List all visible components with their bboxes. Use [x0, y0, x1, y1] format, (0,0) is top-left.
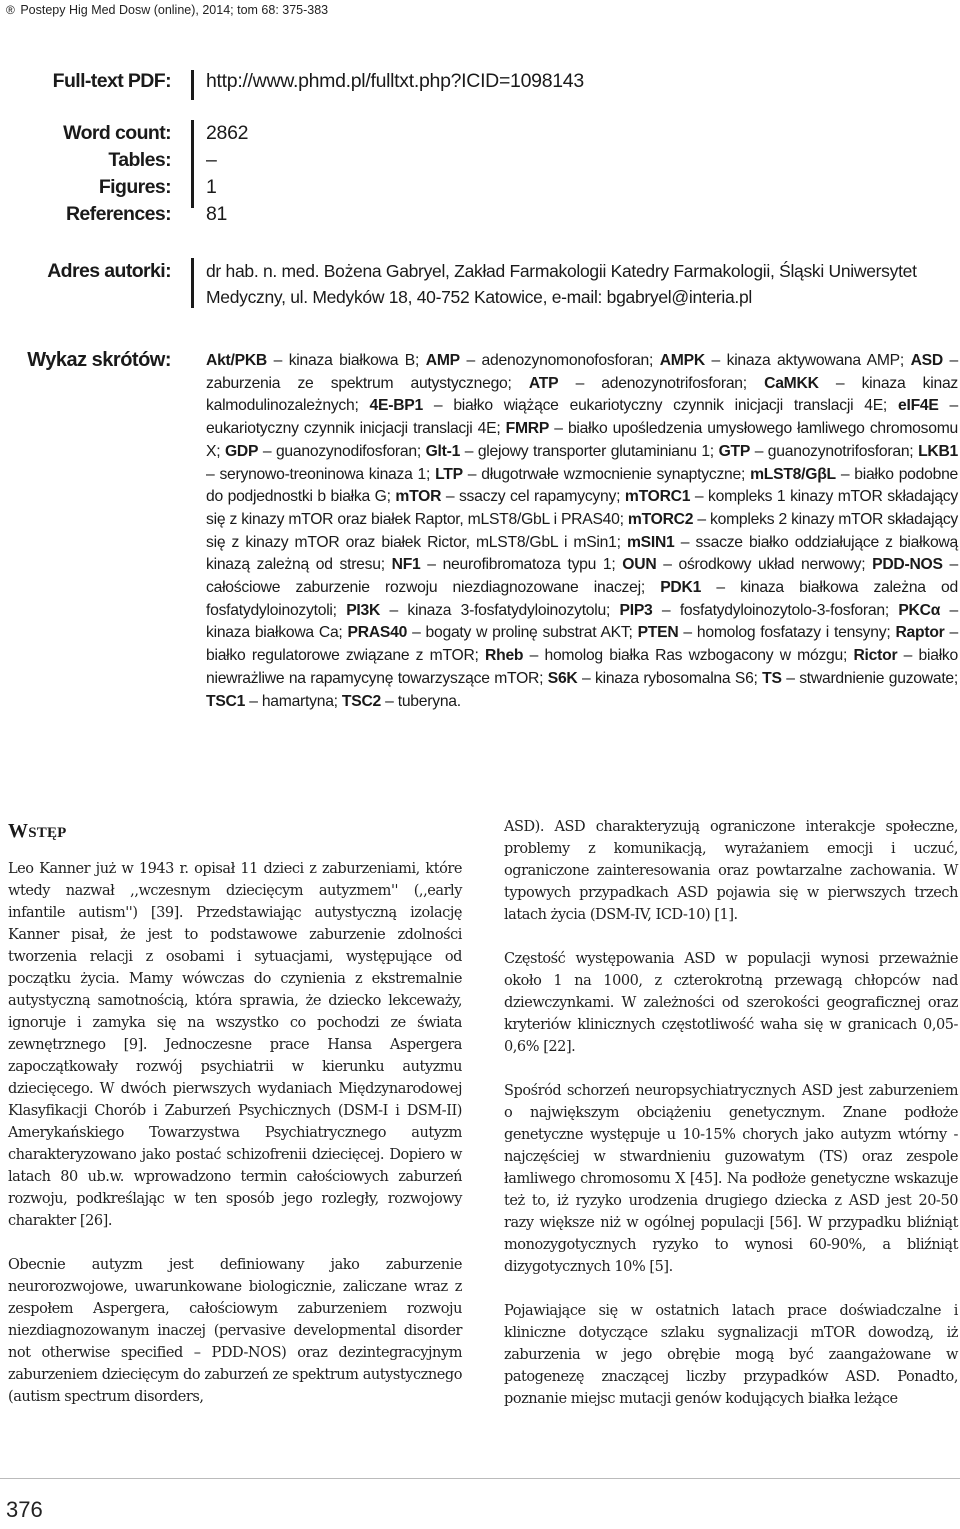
journal-citation — [6, 3, 328, 17]
tables-label: Tables: — [108, 149, 171, 171]
abbreviation-definition: tuberyna. — [397, 692, 461, 710]
abbreviation-term: 4E-BP1 — [369, 397, 423, 415]
abbreviation-term: TSC1 — [206, 692, 246, 710]
abbreviation-definition: serynowo-treoninowa kinaza 1; — [219, 465, 431, 483]
abbreviation-term: TS — [762, 669, 782, 687]
paragraph: Spośród schorzeń neuropsychiatrycznych ASD jest zaburzeniem o największym obciążeniu genetycznym. Znane podłoże genetyczne występuje u 10-15% chorych jako autyzm wtórny - najczęściej w stwardnieniu guzowatym (TS) oraz zespole łamliwego chromosomu X [45]. Na podłoże genetyczne wskazuje też to, iż ryzyko urodzenia drugiego dziecka z ASD jest 20-50 razy większe niż w ogólnej populacji [56]. W przypadku bliźniąt monozygotycznych ryzyko to wynosi 60-90%, a bliźniąt dizygotycznych 10% [5]. — [504, 1083, 958, 1275]
abbreviation-definition: kinaza białkowa zależna od fosfatydyloinozytoli; — [206, 579, 958, 619]
abbreviation-term: LTP — [435, 465, 463, 483]
fulltext-label: Full-text PDF: — [52, 70, 171, 92]
abbreviation-term: ATP — [528, 374, 559, 392]
abbreviation-term: PIP3 — [619, 601, 653, 619]
abbreviation-definition: kinaza białkowa B; — [288, 352, 420, 369]
abbreviation-term: PI3K — [346, 601, 381, 619]
abbreviation-definition: bogaty w prolinę substrat AKT; — [425, 624, 633, 642]
abbreviations-label: Wykaz skrótów: — [27, 349, 171, 371]
journal-citation-text: Postepy Hig Med Dosw (online), 2014; tom 68: 375-383 — [20, 3, 329, 17]
abbreviation-term: mTOR — [395, 488, 442, 506]
paragraph: Obecnie autyzm jest definiowany jako zaburzenie neurorozwojowe, uwarunkowane biologicznie, zaliczane wraz z zespołem Aspergera, całościowym zaburzeniem rozwoju niezdiagnozowanym inaczej (pervasive developmental disorder not otherwise specified – PDD-NOS) oraz dezintegracyjnym zaburzeniem dziecięcym do zaburzeń ze spektrum autystycznego (autism spectrum disorders, — [8, 1257, 462, 1405]
abbreviation-definition: hamartyna; — [261, 692, 338, 710]
abbreviation-term: LKB1 — [918, 442, 959, 460]
right-column — [504, 816, 958, 1410]
section-heading-rest: STĘP — [28, 825, 67, 841]
abbreviation-term: PKCα — [898, 601, 941, 619]
abbreviation-definition: białko niewrażliwe na rapamycynę towarzyszące mTOR; — [206, 647, 959, 687]
abbreviation-term: Raptor — [895, 624, 945, 642]
abbreviation-term: TSC2 — [341, 692, 382, 710]
address-text: dr hab. n. med. Bożena Gabryel, Zakład Farmakologii Katedry Farmakologii, Śląski Uniwersytet Medyczny, ul. Medyków 18, 40-752 Katowice, e-mail: bgabryel@interia.pl — [206, 261, 917, 307]
abbreviation-definition: białko regulatorowe związane z mTOR; — [206, 647, 479, 665]
abbreviation-term: mTORC1 — [624, 488, 691, 506]
abbreviation-term: GTP — [718, 442, 751, 460]
abbreviation-definition: kinaza aktywowana AMP; — [726, 352, 904, 369]
abbreviation-definition: homolog białka Ras wzbogacony w mózgu; — [544, 647, 848, 665]
abbreviation-definition: zaburzenia ze spektrum autystycznego; — [206, 374, 512, 392]
paragraph: Częstość występowania ASD w populacji wynosi przeważnie około 1 na 1000, z czterokrotną przewagą chłopców nad dziewczynkami. W zależności od szerokości geograficznej oraz kryteriów klinicznych częstotliwość waha się w granicach 0,05-0,6% [22]. — [504, 951, 958, 1055]
abbreviation-term: PDD-NOS — [872, 556, 943, 574]
abbreviation-definition: długotrwałe wzmocnienie synaptyczne; — [481, 465, 746, 483]
abbreviation-definition: ssaczy cel rapamycyny; — [458, 488, 621, 506]
abbreviation-term: PRAS40 — [347, 624, 408, 642]
abbreviation-term: Akt/PKB — [206, 352, 268, 369]
divider-bar — [191, 70, 194, 100]
abbreviation-term: eIF4E — [897, 397, 939, 415]
abbreviation-definition: kinaza białkowa Ca; — [206, 624, 343, 642]
abbreviation-definition: kinaza 3-fosfatydyloinozytolu; — [407, 601, 611, 619]
divider-bar — [191, 120, 194, 208]
abbreviation-definition: całościowe zaburzenie rozwoju niezdiagnozowane inaczej; — [206, 579, 645, 597]
tables-value: – — [206, 149, 217, 171]
section-heading-initial: W — [8, 820, 29, 842]
wordcount-label: Word count: — [63, 122, 171, 144]
abbreviation-term: AMP — [425, 352, 460, 369]
abbreviation-term: S6K — [547, 669, 578, 687]
abbreviation-term: mSIN1 — [626, 533, 675, 551]
abbreviation-definition: kinaza rybosomalna S6; — [594, 669, 758, 687]
abbreviation-term: OUN — [622, 556, 657, 574]
abbreviation-term: Glt-1 — [425, 442, 461, 460]
abbreviation-term: GDP — [224, 442, 259, 460]
abbreviation-definition: ośrodkowy układ nerwowy; — [678, 556, 866, 574]
abbreviation-term: Rheb — [485, 647, 524, 665]
abbreviation-definition: ssacze białko oddziałujące z białkową kinazą zależną od stresu; — [206, 533, 958, 574]
abbreviation-definition: fosfatydyloinozytolo-3-fosforan; — [679, 601, 889, 619]
abbreviation-definition: homolog fosfatazy i tensyny; — [696, 624, 891, 642]
wordcount-value: 2862 — [206, 122, 249, 144]
abbreviation-definition: kompleks 1 kinazy mTOR składający się z kinazy mTOR oraz białek Raptor, mLST8/GbL i PRAS40; — [206, 488, 958, 528]
abbreviation-definition: eukariotyczny czynnik inicjacji translacji 4E; — [206, 420, 501, 438]
abbreviation-term: PTEN — [637, 624, 679, 642]
abbreviation-definition: kinaza kinaz kalmodulinozależnych; — [206, 374, 959, 415]
abbreviation-term: FMRP — [505, 420, 550, 438]
abbreviation-definition: białko upośledzenia umysłowego łamliwego chromosomu X; — [206, 420, 958, 460]
abbreviation-term: AMPK — [659, 352, 705, 369]
abbreviation-definition: adenozynotrifosforan; — [601, 374, 747, 392]
figures-value: 1 — [206, 176, 217, 198]
abbreviation-term: Rictor — [853, 647, 898, 665]
abbreviation-term: CaMKK — [764, 374, 819, 392]
figures-label: Figures: — [98, 176, 171, 198]
registered-icon: ® — [6, 3, 15, 17]
abbreviation-definition: białko wiążące eukariotyczny czynnik inicjacji translacji 4E; — [453, 397, 888, 415]
page-number: 376 — [6, 1497, 43, 1522]
abbreviation-term: NF1 — [391, 556, 421, 574]
abbreviation-term: mLST8/GβL — [750, 465, 836, 483]
paragraph: Pojawiające się w ostatnich latach prace doświadczalne i kliniczne dotyczące szlaku sygnalizacji mTOR dowodzą, iż zaburzenia w jego obrębie mogą być zaangażowane w patogenezę znaczącej liczby przypadków ASD. Ponadto, poznanie miejsc mutacji genów kodujących białka leżące — [504, 1303, 958, 1407]
references-value: 81 — [206, 203, 228, 225]
address-label: Adres autorki: — [47, 260, 171, 282]
abbreviation-definition: białko podobne do podjednostki b białka G; — [206, 465, 959, 506]
abbreviation-definition: guanozynotrifosforan; — [767, 442, 914, 460]
abbreviation-definition: stwardnienie guzowate; — [799, 669, 959, 687]
abbreviations-list: Akt/PKB – kinaza białkowa B; AMP – adenozynomonofosforan; AMPK – kinaza aktywowana AMP; ASD – zaburzenia ze spektrum autystycznego; ATP – adenozynotrifosforan; CaMKK – kinaza kinaz kalmodulinozależnych; 4E-BP1 – białko wiążące eukariotyczny czynnik inicjacji translacji 4E; eIF4E – eukariotyczny czynnik inicjacji translacji 4E; FMRP – białko upośledzenia umysłowego łamliwego chromosomu X; GDP – guanozynodifosforan; Glt-1 – glejowy transporter glutaminianu 1; GTP – guanozynotrifosforan; LKB1 – serynowo-treoninowa kinaza 1; LTP – długotrwałe wzmocnienie synaptyczne; mLST8/GβL – białko podobne do podjednostki b białka G; mTOR – ssaczy cel rapamycyny; mTORC1 – kompleks 1 kinazy mTOR składający się z kinazy mTOR oraz białek Raptor, mLST8/GbL i PRAS40; mTORC2 – kompleks 2 kinazy mTOR składający się z kinazy mTOR oraz białek Rictor, mLST8/GbL i mSin1; mSIN1 – ssacze białko oddziałujące z białkową kinazą zależną od stresu; NF1 – neurofibromatoza typu 1; OUN – ośrodkowy układ nerwowy; PDD-NOS – całościowe zaburzenie rozwoju niezdiagnozowane inaczej; PDK1 – kinaza białkowa zależna od fosfatydyloinozytoli; PI3K – kinaza 3-fosfatydyloinozytolu; PIP3 – fosfatydyloinozytolo-3-fosforan; PKCα – kinaza białkowa Ca; PRAS40 – bogaty w prolinę substrat AKT; PTEN – homolog fosfatazy i tensyny; Raptor – białko regulatorowe związane z mTOR; Rheb – homolog białka Ras wzbogacony w mózgu; Rictor – białko niewrażliwe na rapamycynę towarzyszące mTOR; S6K – kinaza rybosomalna S6; TS – stwardnienie guzowate; TSC1 – hamartyna; TSC2 – tuberyna. — [206, 352, 959, 710]
references-label: References: — [65, 203, 171, 225]
fulltext-link[interactable]: http://www.phmd.pl/fulltxt.php?ICID=1098143 — [206, 70, 584, 92]
abbreviation-term: PDK1 — [660, 579, 702, 597]
abbreviation-term: ASD — [910, 352, 943, 369]
left-column — [8, 858, 462, 1408]
paragraph: ASD). ASD charakteryzują ograniczone interakcje społeczne, problemy z komunikacją, wyrażaniem emocji i uczuć, ograniczone zainteresowania oraz powtarzalne zachowania. W typowych przypadkach ASD pojawia się w pierwszych trzech latach życia (DSM-IV, ICD-10) [1]. — [504, 819, 958, 923]
divider-bar — [191, 258, 194, 308]
footer-rule — [0, 1478, 960, 1479]
abbreviation-definition: glejowy transporter glutaminianu 1; — [477, 442, 714, 460]
section-heading — [8, 820, 67, 843]
abbreviation-definition: adenozynomonofosforan; — [481, 352, 654, 369]
abbreviation-term: mTORC2 — [627, 510, 694, 528]
paragraph: Leo Kanner już w 1943 r. opisał 11 dzieci z zaburzeniami, które wtedy nazwał ,,wczesnym dziecięcym autyzmem'' (,,early infantile autism'') [39]. Przedstawiając autystyczną izolację Kanner pisał, że jest to podstawowe zaburzenie zdolności tworzenia relacji z osobami i sytuacjami, występujące od początku życia. Mamy wówczas do czynienia z ekstremalnie autystyczną samotnością, która sprawia, że dziecko lekceważy, ignoruje i zamyka się na wszystko co pochodzi ze świata zewnętrznego [9]. Jednoczesne prace Hansa Aspergera zapoczątkowały rozwój psychiatrii w kierunku autyzmu dziecięcego. W dwóch pierwszych wydaniach Międzynarodowej Klasyfikacji Chorób i Zaburzeń Psychicznych (DSM-I i DSM-II) Amerykańskiego Towarzystwa Psychiatrycznego autyzm charakteryzowano jako postać schizofrenii dziecięcej. Dopiero w latach 80 ub.w. wprowadzono termin całościowych zaburzeń rozwoju, podkreślając w ten sposób jego rozległy, rozwojowy charakter [26]. — [8, 861, 462, 1229]
abbreviation-definition: kompleks 2 kinazy mTOR składający się z kinazy mTOR oraz białek Rictor, mLST8/GbL i mSin1; — [206, 510, 959, 551]
abbreviation-definition: neurofibromatoza typu 1; — [442, 556, 616, 574]
abbreviation-definition: guanozynodifosforan; — [275, 442, 421, 460]
